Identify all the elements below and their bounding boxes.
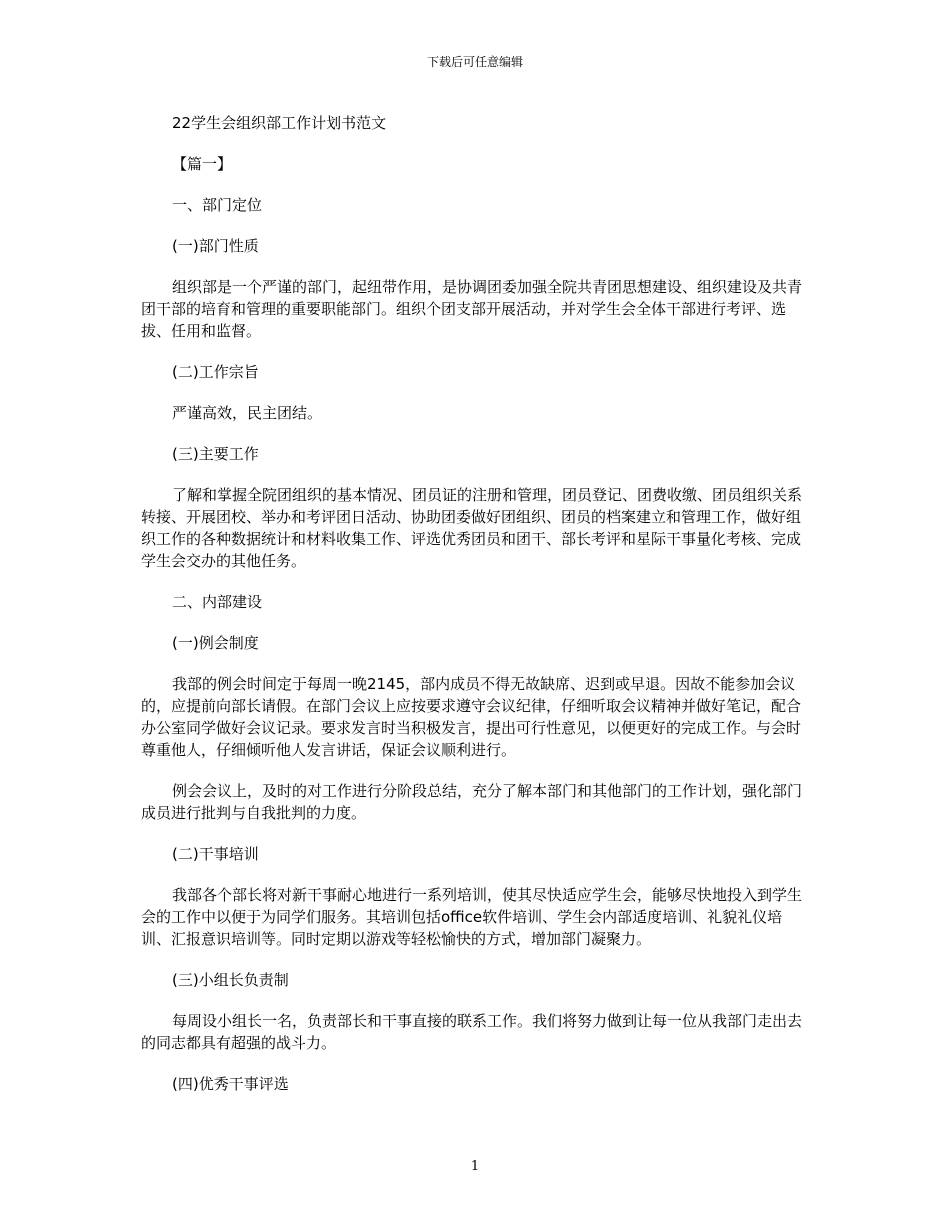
paragraph-meeting-summary: 例会会议上，及时的对工作进行分阶段总结，充分了解本部门和其他部门的工作计划，强化部门成员进行批判与自我批判的力度。 (141, 782, 803, 822)
document-body (141, 112, 811, 1095)
page-header: 下载后可任意编辑 (426, 55, 523, 69)
subheading-main-work: (三)主要工作 (172, 445, 259, 463)
page-number: 1 (470, 1159, 480, 1174)
paragraph-gap (141, 572, 811, 591)
section-heading: 【篇一】 (172, 155, 233, 173)
paragraph-gap (141, 991, 811, 1010)
heading-internal-construction: 二、内部建设 (172, 593, 263, 611)
paragraph-gap (141, 383, 811, 402)
paragraph-gap (141, 216, 811, 235)
paragraph-gap (141, 257, 811, 276)
paragraph-gap (141, 950, 811, 969)
subheading-group-leader: (三)小组长负责制 (172, 971, 289, 989)
paragraph-gap (141, 175, 811, 194)
paragraph-gap (141, 424, 811, 443)
heading-department-positioning: 一、部门定位 (172, 196, 263, 214)
paragraph-gap (141, 613, 811, 632)
paragraph-staff-training: 我部各个部长将对新干事耐心地进行一系列培训，使其尽快适应学生会，能够尽快地投入到学生会的工作中以便于为同学们服务。其培训包括office软件培训、学生会内部适度培训、礼貌礼仪培训、汇报意识培训等。同时定期以游戏等轻松愉快的方式，增加部门凝聚力。 (141, 886, 803, 948)
paragraph-gap (141, 342, 811, 361)
subheading-work-purpose: (二)工作宗旨 (172, 363, 259, 381)
paragraph-gap (141, 134, 811, 153)
paragraph-main-work: 了解和掌握全院团组织的基本情况、团员证的注册和管理，团员登记、团费收缴、团员组织关系转接、开展团校、举办和考评团日活动、协助团委做好团组织、团员的档案建立和管理工作，做好组织工作的各种数据统计和材料收集工作、评选优秀团员和团干、部长考评和星际干事量化考核、完成学生会交办的其他任务。 (141, 486, 803, 570)
paragraph-department-nature: 组织部是一个严谨的部门，起纽带作用，是协调团委加强全院共青团思想建设、组织建设及共青团干部的培育和管理的重要职能部门。组织个团支部开展活动，并对学生会全体干部进行考评、选拔、任用和监督。 (141, 278, 803, 340)
paragraph-gap (141, 1054, 811, 1073)
paragraph-gap (141, 761, 811, 780)
subheading-staff-training: (二)干事培训 (172, 845, 259, 863)
paragraph-gap (141, 465, 811, 484)
paragraph-gap (141, 824, 811, 843)
subheading-meeting-system: (一)例会制度 (172, 634, 259, 652)
paragraph-gap (141, 865, 811, 884)
subheading-department-nature: (一)部门性质 (172, 237, 259, 255)
subheading-staff-selection: (四)优秀干事评选 (172, 1075, 289, 1093)
paragraph-meeting-system: 我部的例会时间定于每周一晚2145，部内成员不得无故缺席、迟到或早退。因故不能参加会议的，应提前向部长请假。在部门会议上应按要求遵守会议纪律，仔细听取会议精神并做好笔记，配合办公室同学做好会议记录。要求发言时当积极发言，提出可行性意见，以便更好的完成工作。与会时尊重他人，仔细倾听他人发言讲话，保证会议顺利进行。 (141, 675, 802, 759)
document-title: 22学生会组织部工作计划书范文 (172, 114, 387, 132)
paragraph-work-purpose: 严谨高效，民主团结。 (172, 404, 323, 422)
paragraph-group-leader: 每周设小组长一名，负责部长和干事直接的联系工作。我们将努力做到让每一位从我部门走出去的同志都具有超强的战斗力。 (141, 1012, 803, 1052)
paragraph-gap (141, 654, 811, 673)
